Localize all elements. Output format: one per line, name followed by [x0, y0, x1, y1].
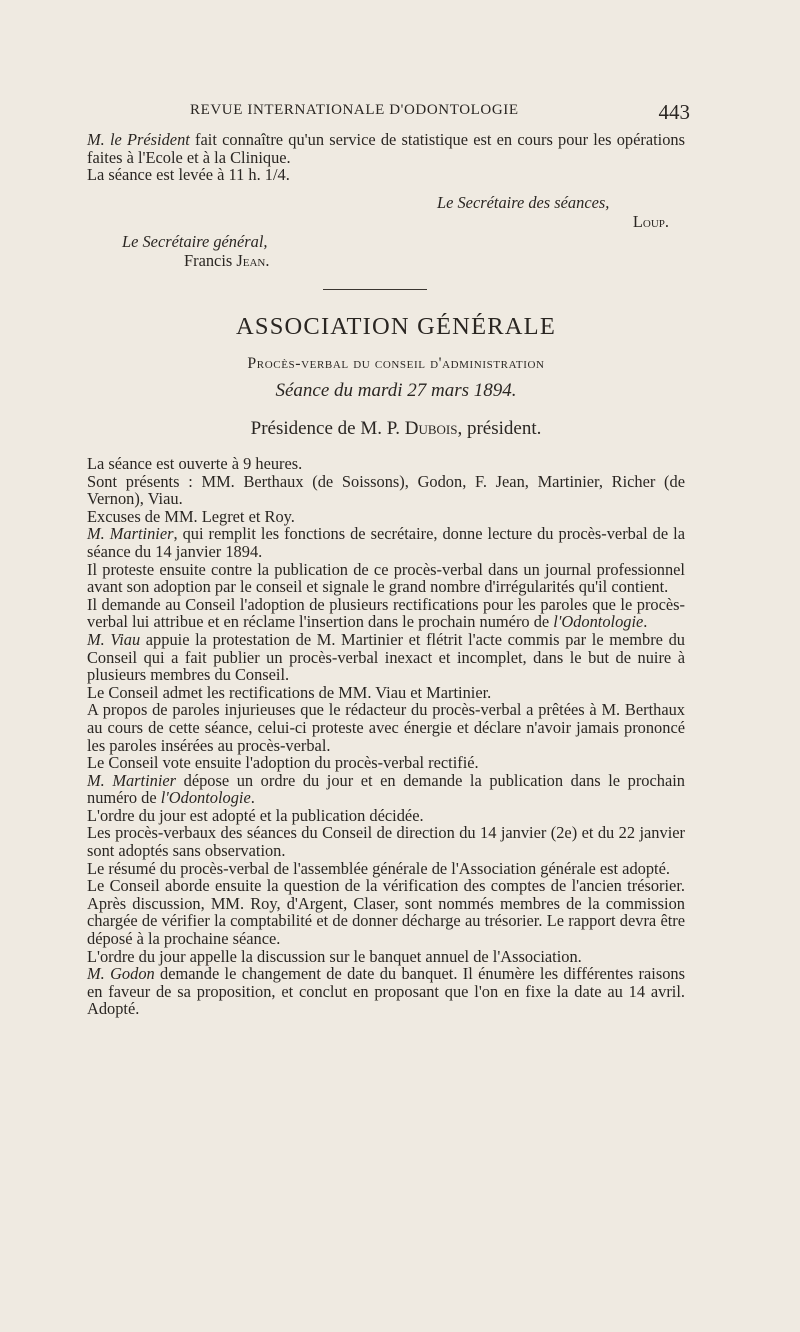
paragraph: Sont présents : MM. Berthaux (de Soissons), Godon, F. Jean, Martinier, Richer (de Vernon), Viau. [87, 471, 685, 509]
paragraph: M. Godon demande le changement de date du banquet. Il énumère les différentes raisons en faveur de sa proposition, et conclut en proposant que l'on en fixe la date au 14 avril. Adopté. [87, 964, 685, 1019]
section-subtitle: Procès-verbal du conseil d'administration [247, 355, 545, 372]
signature-name: Francis Jean. [184, 251, 270, 270]
paragraph: L'ordre du jour appelle la discussion sur le banquet annuel de l'Association. [87, 946, 582, 966]
paragraph: M. Martinier dépose un ordre du jour et en demande la publication dans le prochain numéro de l'Odontologie. [87, 770, 685, 808]
president-name: Dubois [404, 418, 458, 439]
paragraph: L'ordre du jour est adopté et la publication décidée. [87, 805, 424, 825]
paragraph: M. Martinier, qui remplit les fonctions de secrétaire, donne lecture du procès-verbal de la séance du 14 janvier 1894. [87, 524, 685, 561]
paragraph: Il proteste ensuite contre la publication de ce procès-verbal dans un journal professionnel avant son adoption par le conseil et signale le grand nombre d'irrégularités qu'il contient. [87, 559, 685, 597]
signature-name: Loup. [632, 212, 669, 231]
paragraph: La séance est ouverte à 9 heures. [87, 454, 303, 473]
paragraph: Le Conseil aborde ensuite la question de la vérification des comptes de l'ancien trésorier. Après discussion, MM. Roy, d'Argent, Claser, sont nommés membres de la commission chargée de vérifier la comptabilité et de donner décharge au trésorier. Le rapport devra être déposé à la prochaine séance. [87, 876, 685, 949]
running-title: REVUE INTERNATIONALE D'ODONTOLOGIE [190, 102, 519, 118]
signature-title: Le Secrétaire général, [122, 232, 268, 251]
section-title: ASSOCIATION GÉNÉRALE [235, 313, 557, 340]
paragraph: Excuses de MM. Legret et Roy. [87, 506, 295, 526]
presidency-line: Présidence de M. P. Dubois, président. [250, 418, 542, 439]
running-header [88, 102, 690, 126]
paragraph: Les procès-verbaux des séances du Conseil de direction du 14 janvier (2e) et du 22 janvier sont adoptés sans observation. [87, 823, 685, 861]
opening-paragraphs [87, 131, 685, 184]
speaker-name: M. le Président [87, 130, 190, 149]
paragraph: Le Conseil vote ensuite l'adoption du procès-verbal rectifié. [87, 753, 479, 773]
paragraph: M. Viau appuie la protestation de M. Martinier et flétrit l'acte commis par le membre du Conseil qui a fait publier un procès-verbal inexact et incomplet, dans le but de nuire à plusieurs membres du Conseil. [87, 629, 685, 685]
paragraph: A propos de paroles injurieuses que le rédacteur du procès-verbal a prêtées à M. Berthaux au cours de cette séance, celui-ci proteste avec énergie et déclare n'avoir jamais prononcé les paroles insérées au procès-verbal. [87, 700, 685, 755]
signature-secretary-general [122, 232, 382, 270]
paragraph: Il demande au Conseil l'adoption de plusieurs rectifications pour les paroles que le procès-verbal lui attribue et en réclame l'insertion dans le prochain numéro de l'Odontologie. [87, 594, 685, 632]
paragraph: Le résumé du procès-verbal de l'assemblée générale de l'Association générale est adopté. [87, 858, 670, 878]
signature-title: Le Secrétaire des séances, [437, 193, 610, 212]
session-date: Séance du mardi 27 mars 1894. [275, 380, 517, 401]
signature-secretary-sessions [437, 193, 677, 231]
page-number: 443 [658, 100, 690, 124]
paragraph: Le Conseil admet les rectifications de MM. Viau et Martinier. [87, 682, 492, 702]
paragraph-adjourned: La séance est levée à 11 h. 1/4. [87, 165, 290, 185]
paragraph-statistics: M. le Président fait connaître qu'un service de statistique est en cours pour les opérations faites à l'Ecole et à la Clinique. [87, 130, 686, 167]
section-divider [323, 289, 427, 290]
minutes-body [87, 455, 685, 1018]
